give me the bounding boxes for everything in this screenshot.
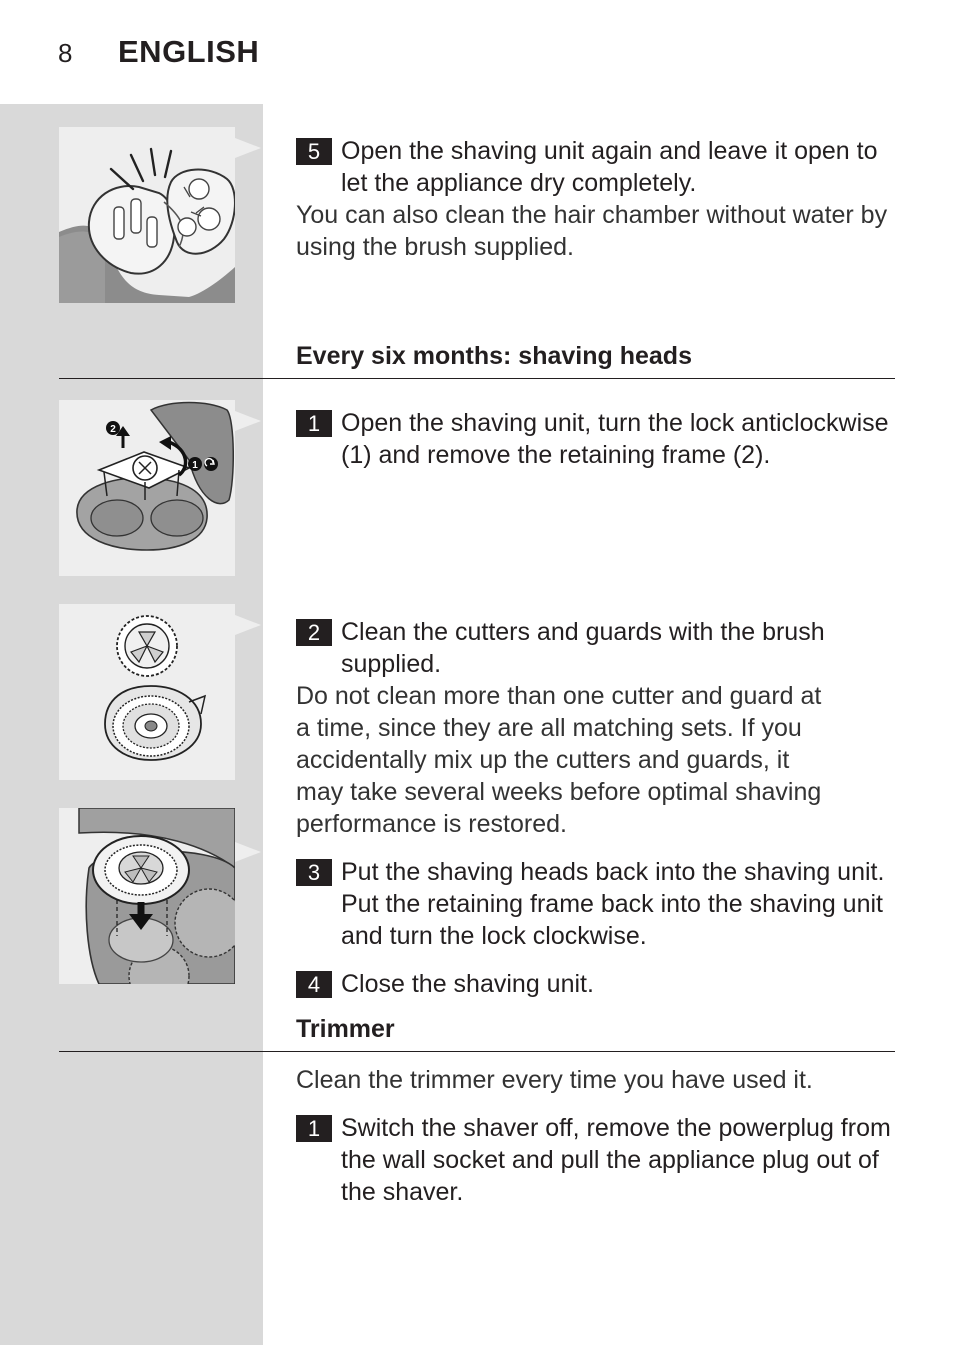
step-item: [296, 616, 896, 680]
trimmer-intro-block: [296, 1064, 896, 1096]
figure-open-shaving-unit: [59, 127, 235, 303]
figure-pointer: [235, 411, 261, 431]
step-block-dry: [296, 135, 896, 263]
step-item: [296, 1112, 896, 1208]
figure-pointer: [235, 138, 261, 158]
lock-badge-1: 1: [192, 460, 198, 471]
step-text: Switch the shaver off, remove the powerplug from the wall socket and pull the appliance plug out of the shaver.: [341, 1114, 891, 1206]
section-divider: [59, 378, 895, 379]
step-number-badge: 3: [296, 859, 332, 886]
trimmer-intro: Clean the trimmer every time you have used it.: [296, 1066, 813, 1094]
step-note: You can also clean the hair chamber without water by using the brush supplied.: [296, 201, 888, 261]
section-heading-trimmer: Trimmer: [296, 1015, 395, 1043]
step-note: Do not clean more than one cutter and guard at a time, since they are all matching sets. If you accidentally mix up the cutters and guards, it may take several weeks before optimal shaving performance is restored.: [296, 682, 822, 838]
step-block-reassemble: [296, 856, 896, 952]
figure-insert-shaving-heads: [59, 808, 235, 984]
step-item: [296, 135, 896, 199]
figure-remove-retaining-frame: [59, 400, 235, 576]
page-number: 8: [58, 38, 73, 68]
step-block-close: [296, 968, 896, 1000]
page-language-title: ENGLISH: [118, 34, 260, 69]
step-text: Close the shaving unit.: [341, 970, 594, 998]
step-text: Put the shaving heads back into the shaving unit. Put the retaining frame back into the shaving unit and turn the lock clockwise.: [341, 858, 885, 950]
step-number-badge: 2: [296, 619, 332, 646]
figure-pointer: [235, 615, 261, 635]
figure-pointer: [235, 842, 261, 862]
step-text: Open the shaving unit, turn the lock anticlockwise (1) and remove the retaining frame (2).: [341, 409, 889, 469]
lock-badge-2: 2: [110, 424, 116, 435]
step-number-badge: 1: [296, 1115, 332, 1142]
step-item: [296, 968, 896, 1000]
step-item: [296, 856, 896, 952]
step-block-trimmer: [296, 1112, 896, 1208]
figure-cutter-and-guard: [59, 604, 235, 780]
step-text: Clean the cutters and guards with the brush supplied.: [341, 618, 825, 678]
step-number-badge: 1: [296, 410, 332, 437]
step-number-badge: 5: [296, 138, 332, 165]
step-number-badge: 4: [296, 971, 332, 998]
step-item: [296, 407, 896, 471]
section-divider: [59, 1051, 895, 1052]
step-block-open-unit: [296, 407, 896, 471]
step-block-clean-cutters: [296, 616, 896, 840]
step-text: Open the shaving unit again and leave it open to let the appliance dry completely.: [341, 137, 878, 197]
section-heading-shaving-heads: Every six months: shaving heads: [296, 342, 692, 370]
